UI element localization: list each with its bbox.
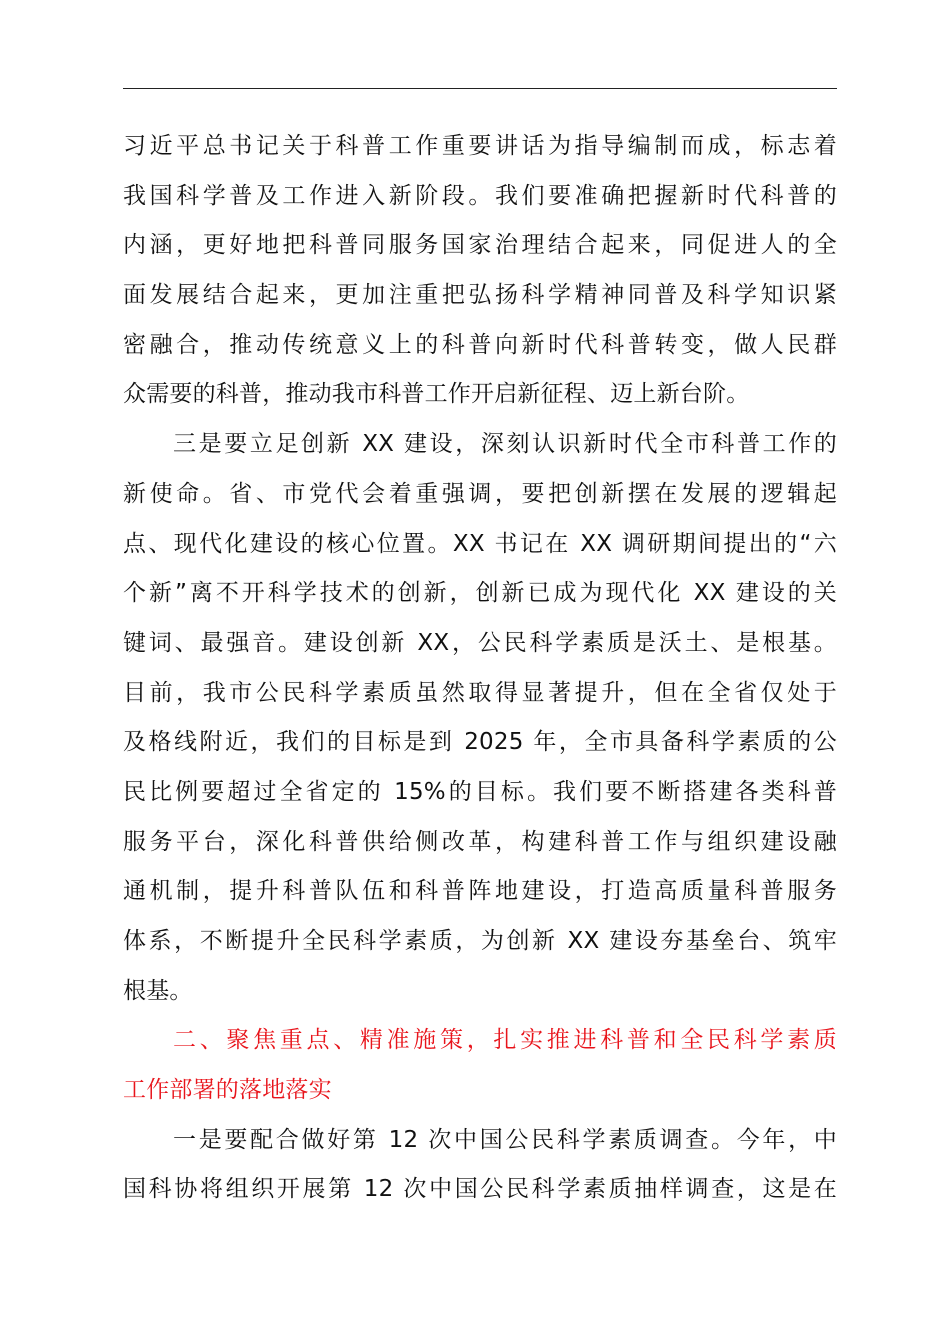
text-line: 一是要配合做好第 12 次中国公民科学素质调查。今年，中 xyxy=(173,1126,837,1153)
text-line: 体系，不断提升全民科学素质，为创新 XX 建设夯基垒台、筑牢 xyxy=(123,928,837,954)
text-line: 我国科学普及工作进入新阶段。我们要准确把握新时代科普的 xyxy=(123,182,837,209)
text-line: 面发展结合起来，更加注重把弘扬科学精神同普及科学知识紧 xyxy=(123,282,837,309)
text-line: 根基。 xyxy=(123,977,193,1004)
header-rule xyxy=(123,88,837,89)
paragraph-3 xyxy=(123,1116,837,1215)
text-line: 民比例要超过全省定的 15%的目标。我们要不断搭建各类科普 xyxy=(123,778,837,805)
text-line: 密融合，推动传统意义上的科普向新时代科普转变，做人民群 xyxy=(123,331,837,358)
text-line: 习近平总书记关于科普工作重要讲话为指导编制而成，标志着 xyxy=(123,133,837,159)
text-line: 键词、最强音。建设创新 XX，公民科学素质是沃土、是根基。 xyxy=(123,629,837,656)
text-line: 国科协将组织开展第 12 次中国公民科学素质抽样调查，这是在 xyxy=(123,1176,837,1203)
text-line: 个新”离不开科学技术的创新，创新已成为现代化 XX 建设的关 xyxy=(123,580,837,607)
heading-line: 工作部署的落地落实 xyxy=(123,1077,332,1104)
text-line: 及格线附近，我们的目标是到 2025 年，全市具备科学素质的公 xyxy=(123,729,837,756)
paragraph-1 xyxy=(123,122,837,420)
heading-line: 二、聚焦重点、精准施策，扎实推进科普和全民科学素质 xyxy=(173,1027,837,1054)
paragraph-2 xyxy=(123,420,837,1016)
text-line: 众需要的科普，推动我市科普工作开启新征程、迈上新台阶。 xyxy=(123,381,750,408)
document-body xyxy=(123,122,837,1215)
text-line: 内涵，更好地把科普同服务国家治理结合起来，同促进人的全 xyxy=(123,232,837,259)
text-line: 新使命。省、市党代会着重强调，要把创新摆在发展的逻辑起 xyxy=(123,480,837,507)
section-heading xyxy=(123,1016,837,1115)
text-line: 点、现代化建设的核心位置。XX 书记在 XX 调研期间提出的“六 xyxy=(123,530,837,557)
text-line: 通机制，提升科普队伍和科普阵地建设，打造高质量科普服务 xyxy=(123,878,837,905)
text-line: 服务平台，深化科普供给侧改革，构建科普工作与组织建设融 xyxy=(123,828,837,855)
text-line: 三是要立足创新 XX 建设，深刻认识新时代全市科普工作的 xyxy=(173,431,837,458)
text-line: 目前，我市公民科学素质虽然取得显著提升，但在全省仅处于 xyxy=(123,679,837,706)
